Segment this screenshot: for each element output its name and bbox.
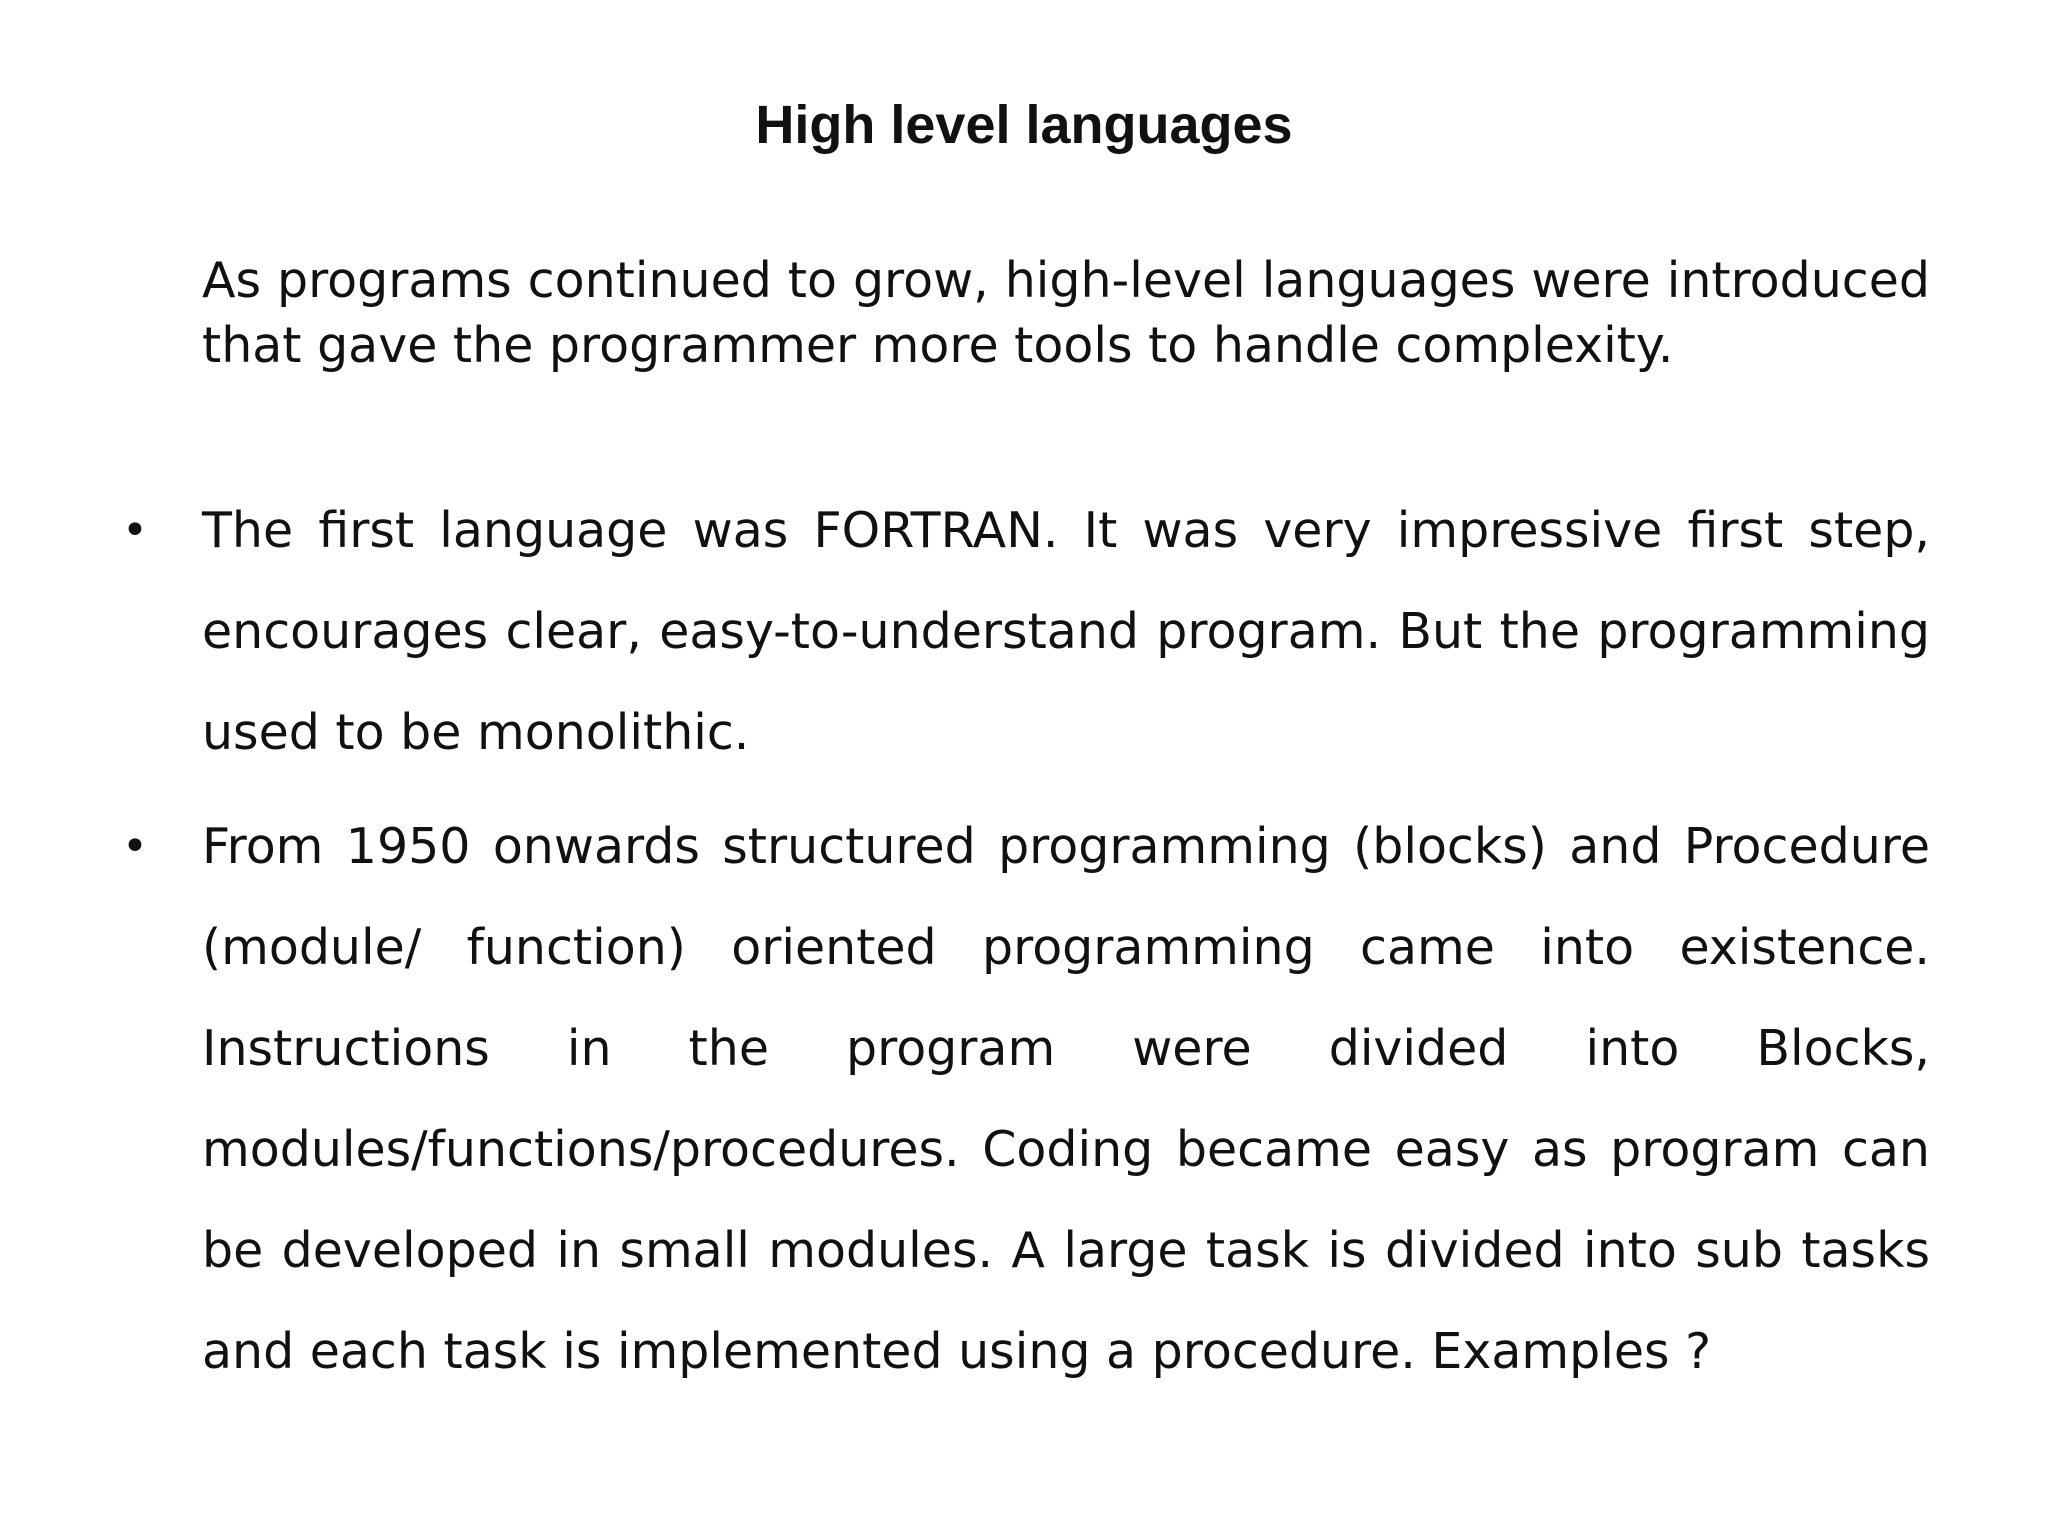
intro-paragraph: As programs continued to grow, high-level languages were introduced that gave the programmer more tools to handle complexity. (202, 252, 1930, 374)
bullet-text-fortran: The first language was FORTRAN. It was very impressive first step, encourages clear, easy-to-understand program. But the programming used to be monolithic. (202, 502, 1930, 761)
bullet-item-fortran (0, 480, 2048, 783)
bullet-marker: • (122, 821, 148, 872)
bullet-marker: • (122, 505, 148, 556)
bullet-text-structured-programming: From 1950 onwards structured programming (blocks) and Procedure (module/ function) oriented programming came into existence. Instructions in the program were divided into Blocks, modules/functions/procedures. Coding became easy as program can be developed in small modules. A large task is divided into sub tasks and each task is implemented using a procedure. Examples ? (202, 818, 1930, 1380)
slide-title: High level languages (755, 95, 1293, 155)
bullet-item-structured-programming (0, 796, 2048, 1402)
bullet-list (0, 480, 2048, 1415)
